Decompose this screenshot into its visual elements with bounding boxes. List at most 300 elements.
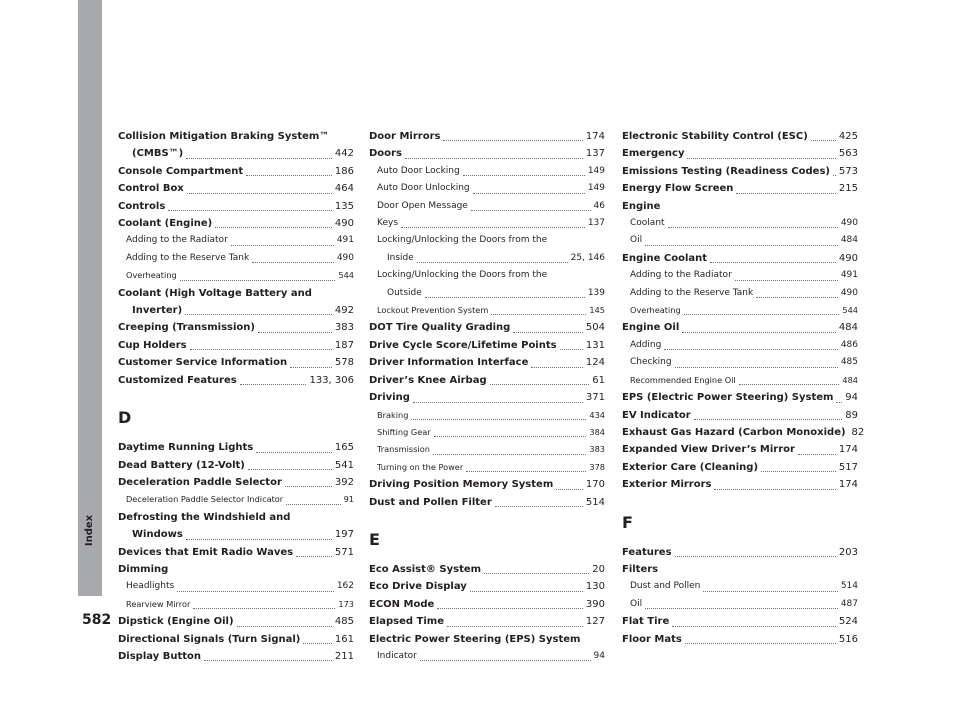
entry-title: Transmission (377, 444, 430, 455)
index-entry[interactable] (369, 319, 605, 336)
index-subentry[interactable] (369, 215, 605, 232)
index-entry[interactable] (118, 180, 354, 197)
index-entry[interactable] (622, 145, 858, 162)
entry-title: Engine Coolant (622, 252, 708, 264)
index-entry[interactable] (118, 648, 354, 665)
page-reference: 544 (338, 270, 354, 281)
entry-title: (CMBS™) (132, 148, 184, 160)
index-entry[interactable] (369, 561, 605, 578)
page-reference: 514 (840, 581, 858, 592)
page-reference: 491 (336, 235, 354, 246)
index-entry[interactable] (118, 457, 354, 474)
page-reference: 490 (840, 287, 858, 298)
dot-leader (491, 314, 586, 315)
index-subentry[interactable] (369, 441, 605, 458)
index-subentry[interactable] (622, 354, 858, 371)
page-reference: 541 (334, 459, 354, 471)
entry-title: Engine Oil (622, 322, 680, 334)
entry-title: Deceleration Paddle Selector Indicator (126, 494, 284, 505)
index-entry[interactable] (369, 494, 605, 511)
dot-leader (836, 402, 842, 403)
index-entry[interactable] (118, 302, 354, 319)
entry-title: Braking (377, 409, 409, 420)
page-reference: 173 (338, 598, 354, 609)
page-reference: 161 (334, 633, 354, 645)
entry-title: Driver Information Interface (369, 357, 529, 369)
entry-title: Expanded View Driver’s Mirror (622, 444, 795, 456)
dot-leader (714, 489, 835, 490)
entry-title: Door Open Message (377, 200, 468, 211)
page-reference: 378 (589, 461, 605, 472)
index-subentry[interactable] (369, 250, 605, 267)
index-entry[interactable] (622, 613, 858, 630)
page-reference: 46 (593, 200, 605, 211)
dot-leader (811, 140, 836, 141)
dot-leader (694, 419, 843, 420)
entry-title: Daytime Running Lights (118, 442, 254, 454)
entry-title: Coolant (Engine) (118, 218, 213, 230)
page-reference: 131 (585, 339, 605, 351)
dot-leader (513, 332, 583, 333)
entry-title: Overheating (126, 270, 177, 281)
dot-leader (256, 452, 332, 453)
entry-title: Eco Drive Display (369, 581, 467, 593)
index-subentry[interactable] (622, 215, 858, 232)
index-subentry[interactable] (369, 407, 605, 424)
index-entry[interactable] (118, 215, 354, 232)
page-reference: 137 (587, 218, 605, 229)
page-reference: 91 (343, 494, 354, 505)
page-reference: 485 (840, 357, 858, 368)
page-reference: 89 (845, 409, 858, 421)
index-column-1 (118, 128, 354, 665)
page-reference: 392 (334, 476, 354, 488)
index-subentry[interactable] (369, 285, 605, 302)
dot-leader (556, 489, 583, 490)
dot-leader (687, 158, 835, 159)
index-entry[interactable] (118, 354, 354, 371)
dot-leader (204, 660, 332, 661)
index-subentry[interactable] (118, 250, 354, 267)
dot-leader (185, 314, 332, 315)
index-entry[interactable] (369, 578, 605, 595)
entry-title: Auto Door Unlocking (377, 183, 470, 194)
page-reference: 464 (334, 183, 354, 195)
dot-leader (296, 556, 332, 557)
index-entry[interactable] (118, 319, 354, 336)
index-entry[interactable] (622, 407, 858, 424)
page-reference: 425 (838, 131, 858, 142)
index-entry[interactable] (118, 526, 354, 543)
page-reference: 20 (592, 563, 605, 575)
entry-title: Drive Cycle Score/Lifetime Points (369, 339, 557, 351)
dot-leader (560, 349, 583, 350)
side-tab-text: Index (84, 514, 96, 546)
dot-leader (761, 471, 836, 472)
index-subentry[interactable] (118, 491, 354, 508)
page-reference: 442 (334, 148, 354, 160)
dot-leader (471, 210, 591, 211)
dot-leader (180, 280, 336, 281)
entry-title: Dust and Pollen (630, 581, 701, 592)
entry-title: Oil (630, 598, 643, 609)
index-entry[interactable] (622, 163, 858, 180)
dot-leader (645, 608, 838, 609)
entry-title: EV Indicator (622, 409, 691, 421)
page-reference: 544 (842, 305, 858, 316)
page-reference: 434 (589, 409, 605, 420)
dot-leader (443, 140, 582, 141)
page-reference: 490 (334, 218, 354, 230)
dot-leader (252, 262, 334, 263)
dot-leader (240, 384, 307, 385)
entry-title: Keys (377, 218, 399, 229)
entry-title: Adding to the Reserve Tank (126, 252, 250, 263)
entry-title: Outside (387, 287, 422, 298)
index-entry[interactable] (118, 337, 354, 354)
index-subentry[interactable] (118, 267, 354, 284)
entry-title: Elapsed Time (369, 616, 444, 628)
page-reference: 174 (838, 479, 858, 491)
page-reference: 491 (840, 270, 858, 281)
index-entry[interactable] (369, 128, 605, 145)
entry-title: Console Compartment (118, 165, 244, 177)
entry-title: Eco Assist® System (369, 563, 482, 575)
entry-title: EPS (Electric Power Steering) System (622, 392, 834, 404)
index-entry[interactable] (118, 474, 354, 491)
dot-leader (425, 297, 585, 298)
entry-title: Emergency (622, 148, 685, 160)
index-subentry[interactable] (369, 648, 605, 665)
dot-leader (447, 626, 583, 627)
entry-title: Emissions Testing (Readiness Codes) (622, 165, 830, 177)
index-entry[interactable] (369, 596, 605, 613)
index-subentry[interactable] (622, 267, 858, 284)
page-reference: 484 (842, 374, 858, 385)
section-letter: F (622, 512, 633, 532)
index-entry[interactable] (118, 163, 354, 180)
dot-leader (735, 280, 838, 281)
entry-title: Customized Features (118, 374, 237, 386)
entry-title: Deceleration Paddle Selector (118, 476, 282, 488)
dot-leader (401, 227, 585, 228)
dot-leader (756, 297, 838, 298)
entry-title: Devices that Emit Radio Waves (118, 546, 294, 558)
index-entry[interactable] (118, 439, 354, 456)
entry-title: Adding to the Radiator (126, 235, 228, 246)
index-entry[interactable] (622, 544, 858, 561)
index-entry[interactable] (118, 544, 354, 561)
index-entry[interactable] (118, 198, 354, 215)
page-reference: 211 (334, 650, 354, 662)
page-reference: 492 (334, 305, 354, 317)
index-column-2 (369, 128, 605, 665)
index-subentry[interactable] (369, 424, 605, 441)
page-reference: 174 (838, 444, 858, 456)
index-subentry[interactable] (369, 163, 605, 180)
entry-title: Inverter) (132, 305, 183, 317)
dot-leader (833, 175, 836, 176)
dot-leader (668, 227, 838, 228)
index-entry[interactable] (622, 389, 858, 406)
index-entry[interactable] (622, 476, 858, 493)
dot-leader (186, 539, 332, 540)
index-side-tab (78, 0, 102, 576)
index-entry[interactable] (369, 337, 605, 354)
index-side-tab-label (78, 500, 102, 560)
index-entry[interactable] (369, 476, 605, 493)
index-entry[interactable] (118, 372, 354, 389)
dot-leader (187, 193, 332, 194)
page-reference: 94 (845, 392, 858, 404)
page-reference: 130 (585, 581, 605, 593)
page-reference: 187 (334, 339, 354, 351)
index-subentry[interactable] (622, 578, 858, 595)
index-entry[interactable] (622, 441, 858, 458)
index-entry[interactable] (622, 128, 858, 145)
page-reference: 390 (585, 598, 605, 610)
entry-title: Controls (118, 200, 166, 212)
index-entry[interactable] (369, 354, 605, 371)
page-reference: 573 (838, 165, 858, 177)
entry-title: Display Button (118, 650, 201, 662)
dot-leader (258, 332, 332, 333)
entry-title: Windows (132, 529, 183, 541)
page-reference: 162 (336, 581, 354, 592)
entry-title: Control Box (118, 183, 184, 195)
page-reference: 578 (334, 357, 354, 369)
page-reference: 484 (838, 322, 858, 334)
index-heading: Filters (622, 563, 659, 575)
entry-title: Oil (630, 235, 643, 246)
page-reference: 165 (334, 442, 354, 454)
entry-title: Adding to the Radiator (630, 270, 732, 281)
section-letter: D (118, 408, 132, 428)
dot-leader (420, 660, 591, 661)
dot-leader (645, 245, 838, 246)
page-reference: 197 (334, 529, 354, 541)
page-reference: 524 (838, 616, 858, 628)
page-reference: 170 (585, 479, 605, 491)
index-entry[interactable] (622, 459, 858, 476)
dot-leader (703, 591, 837, 592)
dot-leader (664, 349, 837, 350)
index-subentry[interactable] (369, 302, 605, 319)
dot-leader (798, 454, 836, 455)
entry-title: Adding to the Reserve Tank (630, 287, 754, 298)
entry-title: Auto Door Locking (377, 165, 460, 176)
entry-title: Dust and Pollen Filter (369, 496, 492, 508)
page-reference: 145 (589, 305, 605, 316)
index-entry[interactable] (369, 372, 605, 389)
page-reference: 485 (334, 616, 354, 628)
entry-title: Creeping (Transmission) (118, 322, 255, 334)
entry-title: Exterior Mirrors (622, 479, 712, 491)
dot-leader (495, 506, 583, 507)
dot-leader (672, 626, 836, 627)
index-heading: Engine (622, 200, 661, 212)
page-reference: 25, 146 (570, 252, 605, 263)
index-entry[interactable] (622, 424, 865, 441)
entry-title: Electronic Stability Control (ESC) (622, 131, 808, 142)
index-subentry[interactable] (118, 232, 354, 249)
page-reference: 504 (585, 322, 605, 334)
dot-leader (405, 158, 583, 159)
index-entry[interactable] (622, 250, 858, 267)
entry-title: Adding (630, 339, 662, 350)
dot-leader (303, 643, 332, 644)
dot-leader (231, 245, 334, 246)
page-reference: 124 (585, 357, 605, 369)
entry-title: ECON Mode (369, 598, 435, 610)
index-subentry[interactable] (118, 578, 354, 595)
dot-leader (682, 332, 836, 333)
page-reference: 571 (334, 546, 354, 558)
page-reference: 94 (593, 650, 605, 661)
dot-leader (484, 573, 589, 574)
index-entry[interactable] (369, 145, 605, 162)
dot-leader (684, 314, 840, 315)
dot-leader (710, 262, 836, 263)
page-reference: 514 (585, 496, 605, 508)
index-subentry[interactable] (622, 232, 858, 249)
dot-leader (190, 349, 332, 350)
dot-leader (433, 454, 586, 455)
page-reference: 174 (585, 131, 605, 142)
dot-leader (290, 367, 332, 368)
page-reference: 490 (838, 252, 858, 264)
page-reference: 61 (592, 374, 605, 386)
index-entry[interactable] (622, 631, 858, 648)
entry-title: Flat Tire (622, 616, 670, 628)
page-reference: 186 (334, 165, 354, 177)
entry-title: Indicator (377, 650, 417, 661)
page-reference: 490 (336, 252, 354, 263)
index-subentry[interactable] (369, 198, 605, 215)
index-column-3 (622, 128, 865, 648)
page-reference: 516 (838, 633, 858, 645)
entry-title: Driving (369, 392, 410, 404)
dot-leader (168, 210, 332, 211)
page-reference: 486 (840, 339, 858, 350)
index-subentry[interactable] (369, 180, 605, 197)
index-subentry[interactable] (369, 459, 605, 476)
entry-title: Headlights (126, 581, 175, 592)
entry-title: Floor Mats (622, 633, 682, 645)
page-reference: 139 (587, 287, 605, 298)
index-subentry[interactable] (622, 596, 858, 613)
dot-leader (470, 591, 583, 592)
dot-leader (675, 367, 838, 368)
dot-leader (186, 158, 332, 159)
entry-title: Rearview Mirror (126, 598, 191, 609)
page-reference: 384 (589, 426, 605, 437)
index-entry[interactable] (369, 613, 605, 630)
page-reference: 517 (838, 461, 858, 473)
page-reference: 137 (585, 148, 605, 160)
page-reference: 82 (851, 426, 865, 438)
page-reference: 149 (587, 183, 605, 194)
dot-leader (413, 402, 583, 403)
section-letter: E (369, 529, 380, 549)
entry-title: Dipstick (Engine Oil) (118, 616, 234, 628)
index-subentry[interactable] (622, 372, 858, 389)
index-entry[interactable] (118, 631, 354, 648)
entry-title: Checking (630, 357, 672, 368)
dot-leader (411, 419, 586, 420)
entry-title: Directional Signals (Turn Signal) (118, 633, 301, 645)
index-entry[interactable] (369, 389, 605, 406)
index-heading: Locking/Unlocking the Doors from the (377, 235, 548, 246)
dot-leader (215, 227, 332, 228)
dot-leader (193, 608, 335, 609)
page-reference: 563 (838, 148, 858, 160)
page-reference: 215 (838, 183, 858, 195)
dot-leader (434, 436, 587, 437)
page-reference: 133, 306 (309, 374, 354, 386)
dot-leader (463, 175, 585, 176)
dot-leader (286, 504, 340, 505)
page-reference: 149 (587, 165, 605, 176)
dot-leader (675, 556, 836, 557)
entry-title: Exterior Care (Cleaning) (622, 461, 759, 473)
dot-leader (736, 193, 835, 194)
page-reference: 135 (334, 200, 354, 212)
index-subentry[interactable] (118, 596, 354, 613)
entry-title: Driving Position Memory System (369, 479, 554, 491)
index-heading: Dimming (118, 563, 169, 575)
index-entry[interactable] (622, 180, 858, 197)
page-reference: 203 (838, 546, 858, 558)
dot-leader (437, 608, 583, 609)
index-entry[interactable] (118, 613, 354, 630)
entry-title: Recommended Engine Oil (630, 374, 736, 385)
entry-title: Cup Holders (118, 339, 187, 351)
index-entry[interactable] (622, 319, 858, 336)
page-number: 582 (82, 612, 112, 628)
dot-leader (246, 175, 332, 176)
dot-leader (237, 626, 332, 627)
dot-leader (177, 591, 334, 592)
dot-leader (285, 486, 332, 487)
page-reference: 371 (585, 392, 605, 404)
dot-leader (739, 384, 840, 385)
page-reference: 383 (334, 322, 354, 334)
page-reference: 383 (589, 444, 605, 455)
index-heading: Electric Power Steering (EPS) System (369, 633, 581, 645)
page-reference: 127 (585, 616, 605, 628)
entry-title: Coolant (630, 218, 665, 229)
index-subentry[interactable] (622, 337, 858, 354)
index-heading: Coolant (High Voltage Battery and (118, 287, 312, 299)
dot-leader (417, 262, 568, 263)
entry-title: Turning on the Power (377, 461, 464, 472)
index-heading: Defrosting the Windshield and (118, 511, 291, 523)
dot-leader (685, 643, 836, 644)
entry-title: Shifting Gear (377, 426, 431, 437)
page-reference: 487 (840, 598, 858, 609)
entry-title: Customer Service Information (118, 357, 288, 369)
index-subentry[interactable] (622, 285, 858, 302)
index-entry[interactable] (118, 145, 354, 162)
entry-title: Inside (387, 252, 414, 263)
index-side-tab-tail (78, 576, 102, 596)
index-subentry[interactable] (622, 302, 858, 319)
dot-leader (466, 471, 586, 472)
dot-leader (473, 193, 585, 194)
entry-title: Lockout Prevention System (377, 305, 489, 316)
entry-title: Driver’s Knee Airbag (369, 374, 487, 386)
